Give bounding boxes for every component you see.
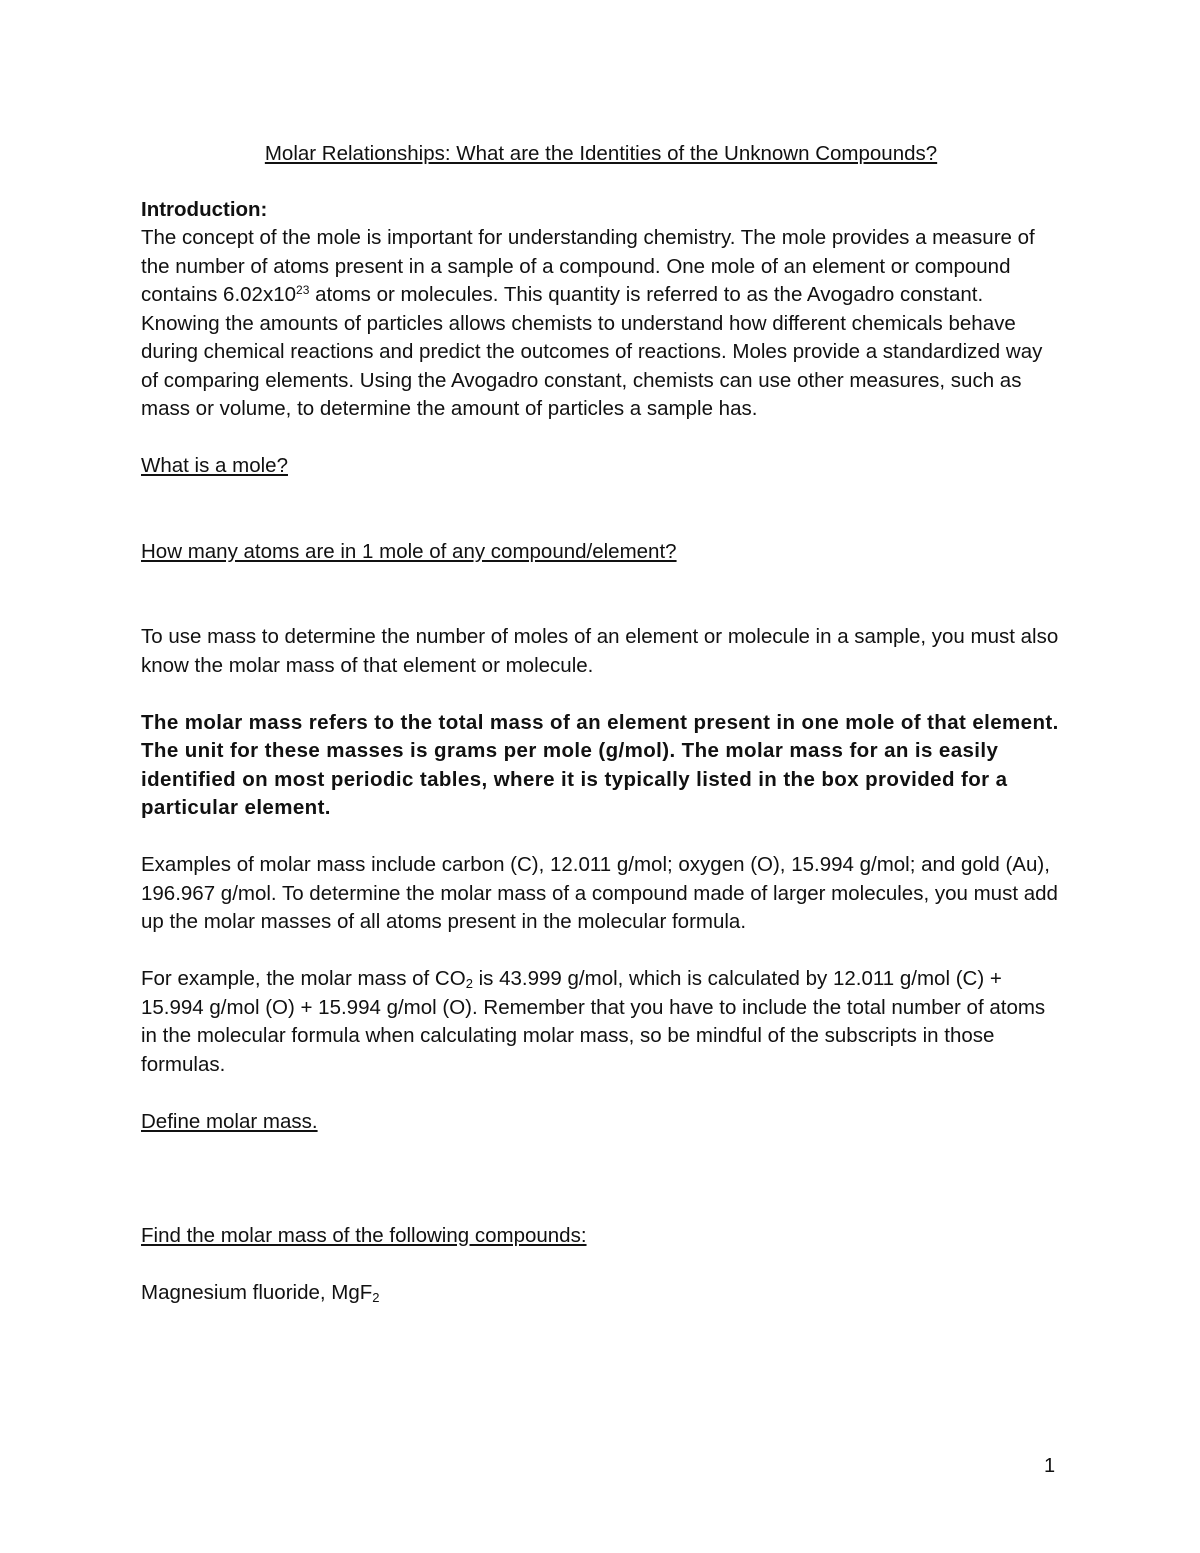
introduction-heading: Introduction:: [141, 197, 268, 221]
question-what-is-a-mole: What is a mole?: [141, 454, 288, 477]
paragraph-molar-mass-examples: Examples of molar mass include carbon (C), 12.011 g/mol; oxygen (O), 15.994 g/mol; and gold (Au), 196.967 g/mol. To determine the molar mass of a compound made of larger molecules, you must add up the molar masses of all atoms present in the molecular formula.: [141, 853, 1058, 933]
co2-subscript: 2: [465, 976, 473, 991]
page-number: 1: [1044, 1455, 1056, 1477]
co2-text-part-1: For example, the molar mass of CO: [141, 967, 466, 990]
spacer: [141, 823, 1061, 852]
spacer: [141, 1250, 1061, 1279]
compound-magnesium-fluoride: [141, 1279, 1061, 1308]
answer-space: [141, 566, 1061, 623]
introduction-paragraph: [141, 224, 1061, 424]
intro-text-part-2: atoms or molecules. This quantity is referred to as the Avogadro constant. Knowing the amounts of particles allows chemists to understand how different chemicals behave during chemical reactions and predict the outcomes of reactions. Moles provide a standardized way of comparing elements. Using the Avogadro constant, chemists can use other measures, such as mass or volume, to determine the amount of particles a sample has.: [141, 283, 1043, 420]
paragraph-co2-example: [141, 965, 1061, 1079]
paragraph-mass-moles: To use mass to determine the number of moles of an element or molecule in a sample, you must also know the molar mass of that element or molecule.: [141, 625, 1059, 677]
spacer: [141, 1079, 1061, 1108]
intro-text-part-1: The concept of the mole is important for understanding chemistry. The mole provides a measure of the number of atoms present in a sample of a compound. One mole of an element or compound contains 6.02x10: [141, 226, 1035, 306]
question-define-molar-mass: Define molar mass.: [141, 1109, 318, 1133]
answer-space: [141, 481, 1061, 538]
compound-name: Magnesium fluoride, MgF: [141, 1280, 373, 1304]
co2-text-part-2: is 43.999 g/mol, which is calculated by 12.011 g/mol (C) + 15.994 g/mol (O) + 15.994 g/mol (O). Remember that you have to include the total number of atoms in the molecular formula when calculating molar mass, so be mindful of the subscripts in those formulas.: [141, 967, 1046, 1076]
compound-subscript: 2: [372, 1289, 380, 1305]
question-atoms-in-mole: How many atoms are in 1 mole of any compound/element?: [141, 539, 677, 563]
exponent-superscript: 23: [296, 283, 310, 297]
question-find-molar-mass: Find the molar mass of the following compounds:: [141, 1223, 587, 1247]
page-content: [141, 140, 1061, 1307]
spacer: [141, 937, 1061, 966]
spacer: [141, 424, 1061, 453]
page-title: Molar Relationships: What are the Identities of the Unknown Compounds?: [264, 142, 938, 165]
spacer: [141, 680, 1061, 709]
paragraph-molar-mass-definition: The molar mass refers to the total mass of an element present in one mole of that element. The unit for these masses is grams per mole (g/mol). The molar mass for an is easily identified on most periodic tables, where it is typically listed in the box provided for a particular element.: [141, 710, 1059, 819]
answer-space: [141, 1136, 1061, 1222]
